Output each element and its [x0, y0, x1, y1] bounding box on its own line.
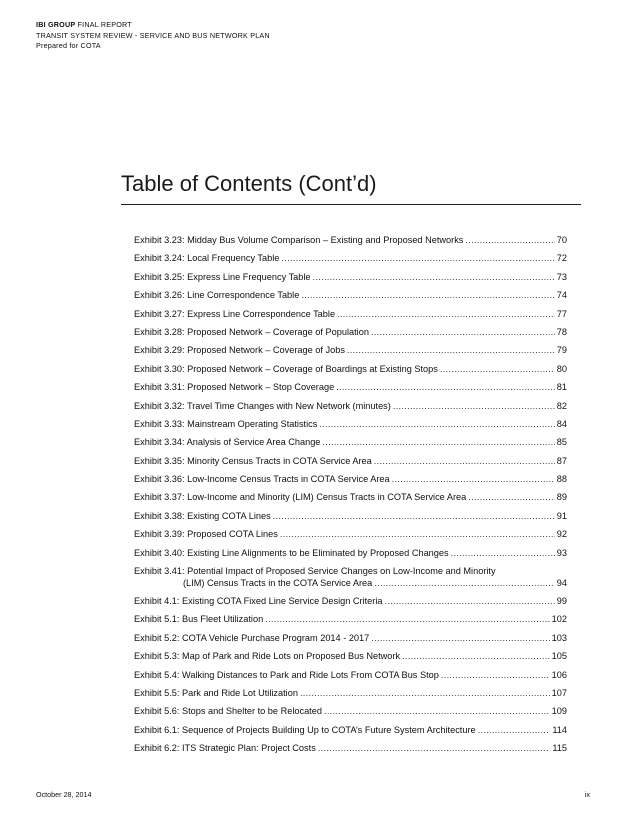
- toc-entry-page: 103: [551, 632, 567, 643]
- toc-entry-label: Exhibit 5.3: Map of Park and Ride Lots on Proposed Bus Network: [134, 651, 401, 662]
- toc-entry[interactable]: [134, 595, 567, 613]
- toc-entry[interactable]: [134, 687, 567, 705]
- toc-entry-label: Exhibit 3.23: Midday Bus Volume Comparison – Existing and Proposed Networks: [134, 235, 464, 245]
- toc-leader-dots: [478, 724, 551, 736]
- toc-leader-dots: [451, 547, 555, 559]
- header-prepared: Prepared for COTA: [36, 41, 101, 50]
- toc-leader-dots: [374, 455, 555, 467]
- toc-entry-page: 84: [556, 418, 567, 429]
- toc-entry-label: Exhibit 3.33: Mainstream Operating Statistics: [134, 418, 318, 429]
- toc-leader-dots: [301, 289, 554, 301]
- toc-entry-page: 78: [556, 326, 567, 337]
- toc-entry[interactable]: [134, 381, 567, 399]
- toc-entry-label: Exhibit 6.1: Sequence of Projects Building Up to COTA’s Future System Architecture: [134, 724, 476, 735]
- toc-entry[interactable]: [134, 400, 567, 418]
- toc-entry-label-continued: (LIM) Census Tracts in the COTA Service Area: [183, 578, 373, 589]
- toc-leader-dots: [440, 363, 555, 375]
- toc-entry[interactable]: [134, 650, 567, 668]
- toc-entry-label: Exhibit 3.37: Low-Income and Minority (LIM) Census Tracts in COTA Service Area: [134, 492, 467, 503]
- toc-leader-dots: [319, 418, 554, 430]
- toc-entry-page: 105: [551, 651, 567, 662]
- page-title: Table of Contents (Cont’d): [121, 171, 377, 196]
- toc-entry-page: 85: [556, 437, 567, 448]
- toc-leader-dots: [300, 687, 550, 699]
- toc-entry-label: Exhibit 6.2: ITS Strategic Plan: Project Costs: [134, 743, 316, 754]
- toc-entry-label: Exhibit 4.1: Existing COTA Fixed Line Service Design Criteria: [134, 596, 383, 607]
- toc-entry-label: Exhibit 3.38: Existing COTA Lines: [134, 510, 271, 521]
- toc-entry-page: 77: [556, 308, 567, 319]
- running-header: [36, 20, 270, 52]
- toc-leader-dots: [392, 473, 555, 485]
- toc-entry[interactable]: [134, 308, 567, 326]
- toc-entry-page: 92: [556, 529, 567, 540]
- toc-entry-label: Exhibit 3.35: Minority Census Tracts in COTA Service Area: [134, 455, 372, 466]
- toc-entry-label: Exhibit 5.1: Bus Fleet Utilization: [134, 614, 264, 625]
- toc-list: [134, 234, 567, 761]
- header-title-line: [36, 20, 270, 31]
- toc-entry[interactable]: [134, 528, 567, 546]
- toc-entry[interactable]: [134, 705, 567, 723]
- toc-entry[interactable]: [134, 473, 567, 491]
- toc-leader-dots: [371, 326, 555, 338]
- toc-entry-page: 80: [556, 363, 567, 374]
- toc-entry-page: 107: [551, 687, 567, 698]
- toc-entry[interactable]: [134, 510, 567, 528]
- toc-entry-label: Exhibit 3.26: Line Correspondence Table: [134, 290, 300, 301]
- toc-leader-dots: [280, 528, 555, 540]
- toc-leader-dots: [337, 308, 555, 320]
- toc-entry-label: Exhibit 3.32: Travel Time Changes with New Network (minutes): [134, 400, 391, 411]
- toc-leader-dots: [324, 705, 550, 717]
- toc-leader-dots: [441, 669, 550, 681]
- toc-entry-label: Exhibit 3.36: Low-Income Census Tracts in COTA Service Area: [134, 474, 390, 485]
- toc-entry-label: Exhibit 3.27: Express Line Correspondence Table: [134, 308, 336, 319]
- toc-entry-page: 89: [556, 492, 567, 503]
- toc-entry[interactable]: [134, 436, 567, 454]
- toc-entry-page: 99: [556, 596, 567, 607]
- toc-entry-page: 115: [552, 743, 567, 754]
- toc-entry[interactable]: [134, 632, 567, 650]
- toc-entry-label: Exhibit 3.28: Proposed Network – Coverage of Population: [134, 326, 369, 337]
- toc-entry[interactable]: [134, 326, 567, 344]
- toc-entry-page: 94: [556, 578, 567, 589]
- toc-entry[interactable]: [134, 455, 567, 473]
- toc-entry-page: 73: [556, 271, 567, 282]
- toc-entry-label: Exhibit 3.34: Analysis of Service Area Change: [134, 437, 321, 448]
- toc-entry-page: 72: [556, 253, 567, 264]
- toc-entry[interactable]: [134, 565, 567, 595]
- toc-entry[interactable]: [134, 363, 567, 381]
- toc-entry[interactable]: [134, 742, 567, 760]
- toc-entry[interactable]: [134, 547, 567, 565]
- toc-entry-label: Exhibit 3.30: Proposed Network – Coverage of Boardings at Existing Stops: [134, 363, 438, 374]
- toc-entry[interactable]: [134, 613, 567, 631]
- toc-entry-page: 106: [551, 669, 567, 680]
- toc-entry[interactable]: [134, 724, 567, 742]
- toc-entry[interactable]: [134, 344, 567, 362]
- toc-entry-page: 70: [556, 235, 567, 245]
- toc-leader-dots: [281, 252, 554, 264]
- toc-leader-dots: [468, 491, 555, 503]
- toc-entry-label: Exhibit 5.5: Park and Ride Lot Utilization: [134, 687, 298, 698]
- toc-entry-label: Exhibit 5.2: COTA Vehicle Purchase Program 2014 - 2017: [134, 632, 370, 643]
- header-org: IBI GROUP: [36, 20, 76, 29]
- toc-entry[interactable]: [134, 252, 567, 270]
- toc-entry[interactable]: [134, 491, 567, 509]
- toc-leader-dots: [374, 577, 555, 589]
- toc-entry[interactable]: [134, 271, 567, 289]
- toc-leader-dots: [371, 632, 549, 644]
- toc-leader-dots: [336, 381, 555, 393]
- footer-page-number: ix: [584, 790, 590, 799]
- toc-leader-dots: [273, 510, 555, 522]
- toc-entry-label: Exhibit 3.39: Proposed COTA Lines: [134, 529, 278, 540]
- toc-leader-dots: [347, 344, 555, 356]
- toc-entry-page: 114: [552, 724, 567, 735]
- toc-entry-page: 87: [556, 455, 567, 466]
- footer-date: October 28, 2014: [36, 790, 92, 799]
- toc-entry-page: 109: [551, 706, 567, 717]
- title-divider: [121, 204, 581, 205]
- toc-entry-label: Exhibit 3.29: Proposed Network – Coverage of Jobs: [134, 345, 345, 356]
- toc-entry-label: Exhibit 5.4: Walking Distances to Park and Ride Lots From COTA Bus Stop: [134, 669, 439, 680]
- toc-entry[interactable]: [134, 418, 567, 436]
- toc-leader-dots: [385, 595, 555, 607]
- toc-entry-label: Exhibit 5.6: Stops and Shelter to be Relocated: [134, 706, 322, 717]
- toc-entry-page: 93: [556, 547, 567, 558]
- toc-entry-label: Exhibit 3.25: Express Line Frequency Table: [134, 271, 311, 282]
- toc-entry-label: Exhibit 3.41: Potential Impact of Proposed Service Changes on Low-Income and Minority: [134, 566, 496, 577]
- toc-leader-dots: [322, 436, 554, 448]
- toc-leader-dots: [465, 234, 554, 246]
- toc-leader-dots: [265, 613, 549, 625]
- toc-entry[interactable]: [134, 289, 567, 307]
- toc-entry-page: 102: [551, 614, 567, 625]
- toc-entry-page: 74: [556, 290, 567, 301]
- header-report: FINAL REPORT: [77, 20, 132, 29]
- toc-entry-page: 91: [556, 510, 567, 521]
- toc-entry-page: 81: [556, 382, 567, 393]
- toc-leader-dots: [402, 650, 550, 662]
- toc-entry-label: Exhibit 3.40: Existing Line Alignments to be Eliminated by Proposed Changes: [134, 547, 449, 558]
- toc-leader-dots: [318, 742, 551, 754]
- toc-entry-label: Exhibit 3.31: Proposed Network – Stop Coverage: [134, 382, 335, 393]
- toc-entry-page: 88: [556, 474, 567, 485]
- toc-entry[interactable]: [134, 669, 567, 687]
- toc-entry-label: Exhibit 3.24: Local Frequency Table: [134, 253, 280, 264]
- toc-entry[interactable]: [134, 234, 567, 252]
- toc-leader-dots: [393, 400, 555, 412]
- toc-entry-page: 79: [556, 345, 567, 356]
- toc-entry-page: 82: [556, 400, 567, 411]
- header-subtitle: TRANSIT SYSTEM REVIEW - SERVICE AND BUS NETWORK PLAN: [36, 30, 270, 40]
- toc-leader-dots: [313, 271, 555, 283]
